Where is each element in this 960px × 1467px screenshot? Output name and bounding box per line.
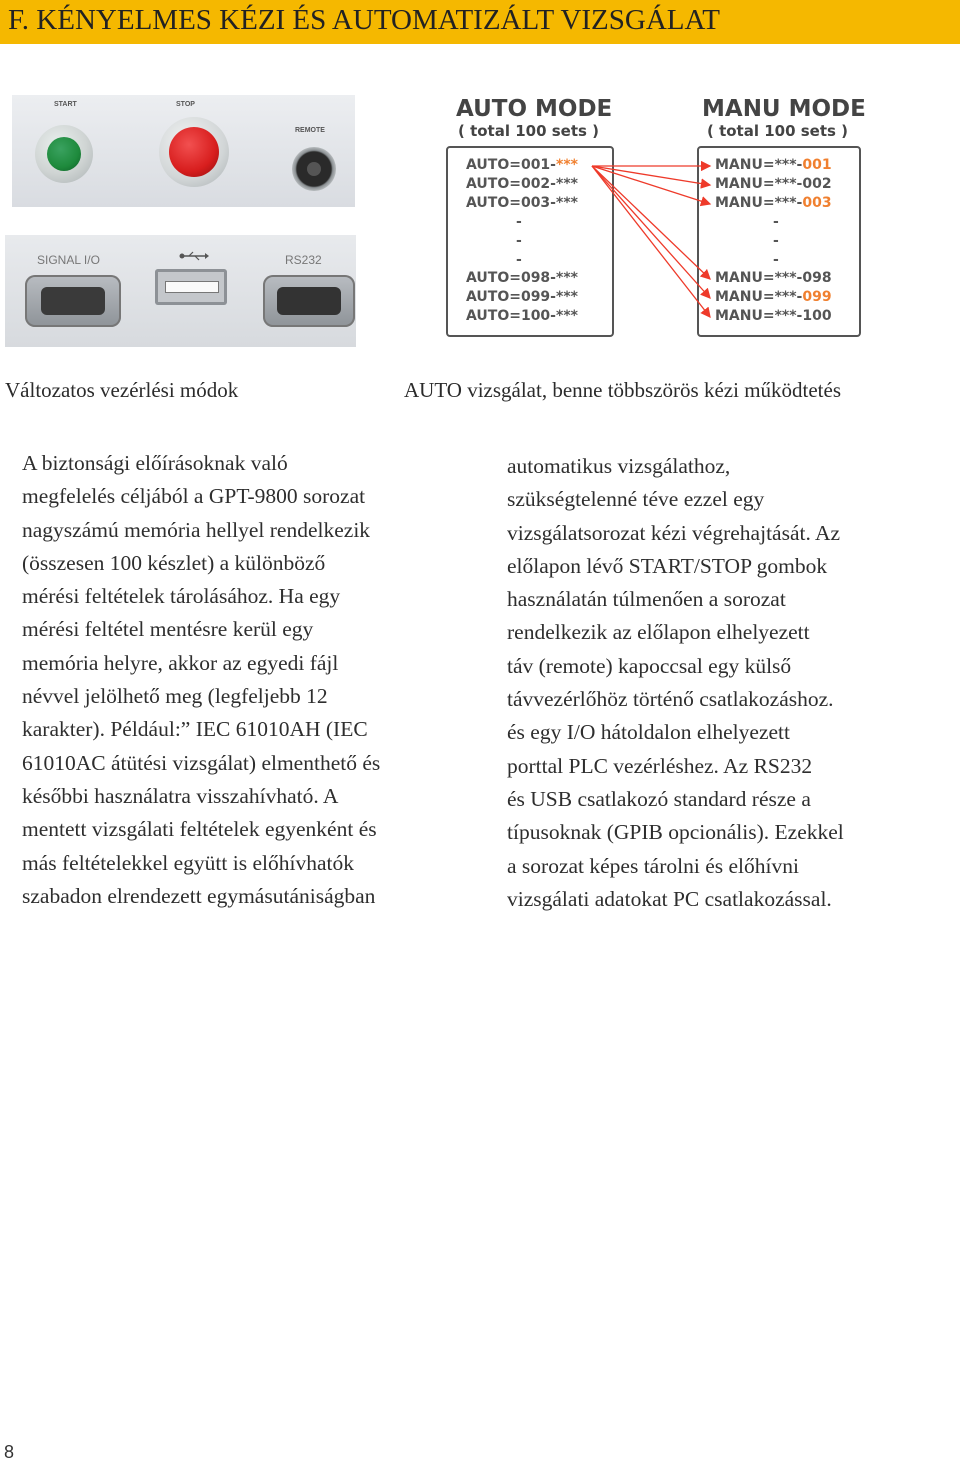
text-line: vizsgálatsorozat kézi végrehajtását. Az (507, 520, 841, 545)
manu-entry-098: MANU=***-098 (715, 270, 832, 286)
caption-left: Változatos vezérlési módok (5, 378, 239, 402)
signal-io-label: SIGNAL I/O (37, 253, 100, 267)
manu-entry-100: MANU=***-100 (715, 308, 832, 324)
text-line: megfelelés céljából a GPT-9800 sorozat (22, 484, 366, 509)
manu-entry-099: MANU=***-099 (715, 289, 832, 305)
auto-ellipsis-dash: - (516, 214, 522, 230)
auto-mode-subtitle: ( total 100 sets ) (458, 122, 600, 140)
page-number: 8 (4, 1442, 15, 1462)
text-line: és USB csatlakozó standard része a (507, 786, 811, 811)
text-line: rendelkezik az előlapon elhelyezett (507, 620, 810, 645)
text-line: 61010AC átütési vizsgálat) elmenthető és (22, 750, 381, 775)
manu-entry-003: MANU=***-003 (715, 195, 832, 211)
auto-entry-002: AUTO=002-*** (466, 176, 578, 192)
left-column-text (22, 447, 462, 913)
text-line: a sorozat képes tárolni és előhívni (507, 853, 799, 878)
auto-entry-098: AUTO=098-*** (466, 270, 578, 286)
start-label: START (54, 101, 77, 108)
right-column-text (507, 450, 947, 916)
text-line: (összesen 100 készlet) a különböző (22, 550, 326, 575)
manu-mode-title: MANU MODE (702, 96, 866, 122)
manu-ellipsis-dash: - (773, 233, 779, 249)
auto-mode-title: AUTO MODE (456, 96, 613, 122)
text-line: szabadon elrendezett egymásutániságban (22, 883, 376, 908)
manu-ellipsis-dash: - (773, 252, 779, 268)
auto-entry-100: AUTO=100-*** (466, 308, 578, 324)
text-line: szükségtelenné téve ezzel egy (507, 487, 765, 512)
text-line: porttal PLC vezérléshez. Az RS232 (507, 753, 813, 778)
text-line: táv (remote) kapoccsal egy külső (507, 653, 792, 678)
manu-entry-002: MANU=***-002 (715, 176, 832, 192)
caption-right: AUTO vizsgálat, benne többszörös kézi működtetés (404, 378, 842, 402)
auto-entry-099: AUTO=099-*** (466, 289, 578, 305)
text-line: távvezérlőhöz történő csatlakozáshoz. (507, 687, 834, 712)
text-line: karakter). Például:” IEC 61010AH (IEC (22, 717, 368, 742)
manu-ellipsis-dash: - (773, 214, 779, 230)
text-line: későbbi használatra visszahívható. A (22, 783, 339, 808)
text-line: A biztonsági előírásoknak való (22, 451, 288, 475)
section-title: F. KÉNYELMES KÉZI ÉS AUTOMATIZÁLT VIZSGÁLAT (8, 4, 720, 36)
text-line: mentett vizsgálati feltételek egyenként és (22, 817, 377, 842)
text-line: típusoknak (GPIB opcionális). Ezekkel (507, 820, 844, 845)
auto-ellipsis-dash: - (516, 233, 522, 249)
text-line: mérési feltételek tárolásához. Ha egy (22, 584, 341, 609)
stop-label: STOP (176, 101, 195, 108)
auto-entry-003: AUTO=003-*** (466, 195, 578, 211)
remote-label: REMOTE (295, 127, 325, 134)
text-line: mérési feltétel mentésre kerül egy (22, 617, 314, 642)
text-line: memória helyre, akkor az egyedi fájl (22, 650, 339, 675)
text-line: nagyszámú memória hellyel rendelkezik (22, 517, 371, 542)
manu-entry-001: MANU=***-001 (715, 157, 832, 173)
text-line: névvel jelölhető meg (legfeljebb 12 (22, 684, 328, 709)
text-line: és egy I/O hátoldalon elhelyezett (507, 720, 790, 745)
text-line: más feltételekkel együtt is előhívhatók (22, 850, 354, 875)
auto-ellipsis-dash: - (516, 252, 522, 268)
text-line: vizsgálati adatokat PC csatlakozással. (507, 886, 832, 911)
text-line: használatán túlmenően a sorozat (507, 587, 786, 612)
auto-entry-001: AUTO=001-*** (466, 157, 578, 173)
manu-mode-subtitle: ( total 100 sets ) (707, 122, 849, 140)
text-line: automatikus vizsgálathoz, (507, 454, 731, 478)
text-line: előlapon lévő START/STOP gombok (507, 553, 828, 578)
rs232-label: RS232 (285, 253, 322, 267)
